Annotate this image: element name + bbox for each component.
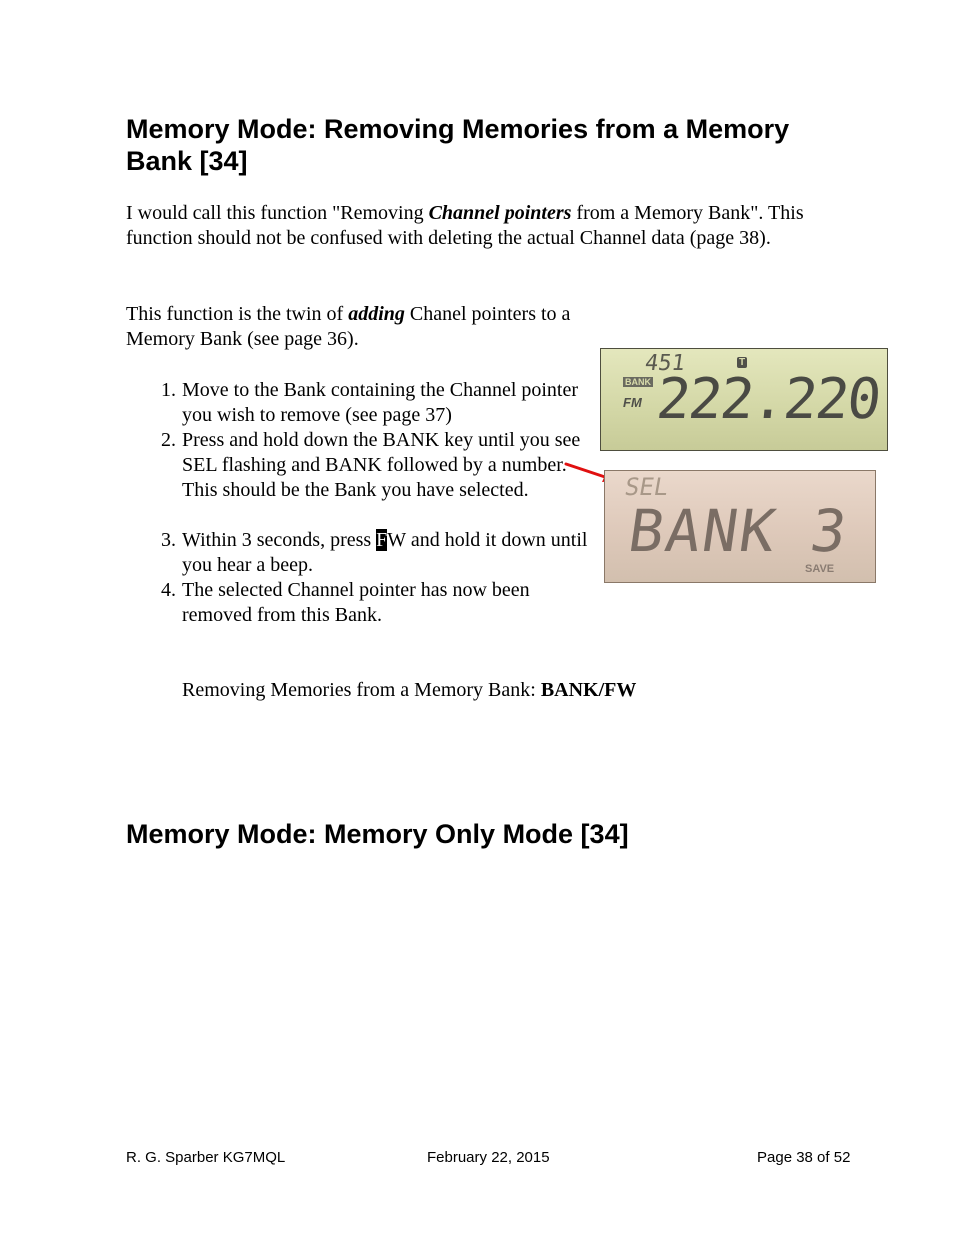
summary-keys: BANK/FW (540, 679, 637, 701)
highlighted-letter: F (376, 529, 388, 551)
key-summary (182, 678, 636, 703)
bank-word: BANK (624, 497, 782, 565)
list-number: 4. (161, 579, 176, 601)
text: Chanel pointers to a Memory Bank (see page 36). (126, 303, 571, 350)
emphasis: Channel pointers (428, 202, 572, 224)
text: W and hold it down until you hear a beep. (182, 529, 588, 576)
list-text: Move to the Bank containing the Channel pointer you wish to remove (see page 37) (182, 379, 579, 426)
list-number: 3. (161, 529, 176, 551)
text: Within 3 seconds, press (182, 529, 377, 551)
intro-paragraph (126, 201, 846, 251)
footer-page-number: Page 38 of 52 (757, 1149, 851, 1166)
bank-badge: BANK (625, 377, 651, 387)
list-text: Press and hold down the BANK key until you see SEL flashing and BANK followed by a number. This should be the Bank you have selected. (182, 429, 581, 501)
lcd-photo-bank (604, 470, 876, 583)
footer-author: R. G. Sparber KG7MQL (126, 1149, 286, 1166)
footer-date: February 22, 2015 (427, 1149, 550, 1166)
section-heading: Memory Mode: Memory Only Mode [34] (126, 819, 629, 849)
text: from a Memory Bank". This function should not be confused with deleting the actual Channel data (page 38). (126, 202, 804, 249)
sel-indicator: SEL (622, 473, 671, 501)
frequency-display: 222.220 (653, 367, 883, 432)
text: I would call this function "Removing (126, 202, 429, 224)
section-heading: Memory Mode: Removing Memories from a Memory Bank [34] (126, 114, 790, 176)
save-label: SAVE (805, 563, 835, 575)
list-number: 2. (161, 429, 176, 451)
list-number: 1. (161, 379, 176, 401)
channel-number: 451 (643, 351, 687, 376)
twin-paragraph (126, 302, 586, 352)
text: This function is the twin of (126, 303, 349, 325)
tone-flag-icon: T (739, 357, 746, 368)
list-text (182, 528, 592, 578)
summary-label: Removing Memories from a Memory Bank: (182, 679, 541, 701)
emphasis: adding (348, 303, 405, 325)
mode-label: FM (623, 395, 642, 410)
list-text: The selected Channel pointer has now been removed from this Bank. (182, 579, 530, 626)
bank-number: 3 (806, 497, 851, 565)
lcd-photo-frequency (600, 348, 888, 451)
